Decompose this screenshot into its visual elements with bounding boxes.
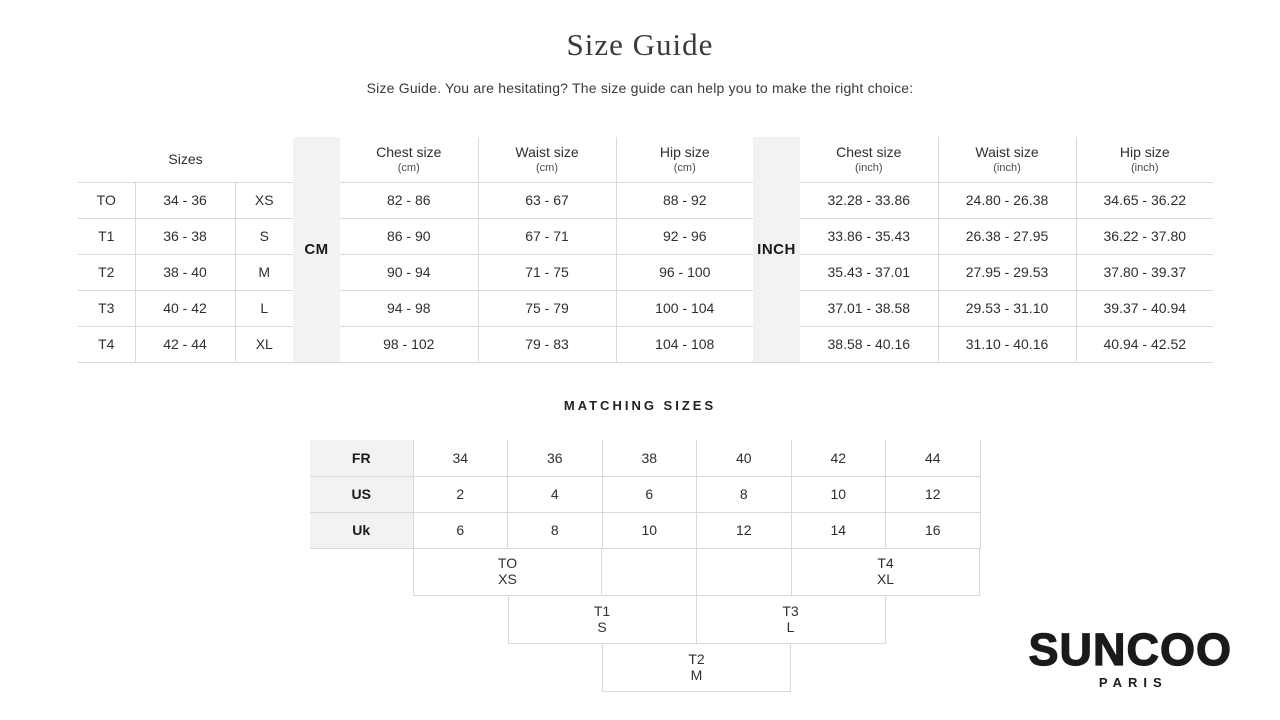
table-row	[78, 326, 1213, 362]
chest-cm-value: 82 - 86	[340, 182, 478, 218]
chest-inch-unit: (inch)	[855, 161, 883, 174]
mapping-row-2	[310, 596, 980, 644]
chest-inch-value: 37.01 - 38.58	[800, 290, 938, 326]
hip-cm-unit: (cm)	[673, 161, 696, 174]
table-row	[78, 182, 1213, 218]
uk-size: 10	[602, 512, 697, 548]
chest-cm-value: 94 - 98	[340, 290, 478, 326]
table-row	[78, 290, 1213, 326]
uk-size: 14	[791, 512, 886, 548]
hip-cm-value: 92 - 96	[616, 218, 753, 254]
size-code: T1	[78, 218, 135, 254]
uk-size: 16	[886, 512, 981, 548]
brand-city: PARIS	[1098, 675, 1168, 690]
uk-size: 12	[697, 512, 792, 548]
span-box-t1-s	[508, 596, 697, 644]
waist-cm-value: 79 - 83	[478, 326, 616, 362]
fr-range: 36 - 38	[135, 218, 235, 254]
intl-size: L	[235, 290, 293, 326]
span-size: L	[786, 619, 795, 635]
us-size: 2	[413, 476, 508, 512]
us-size: 6	[602, 476, 697, 512]
hip-inch-value: 39.37 - 40.94	[1076, 290, 1213, 326]
fr-size: 36	[508, 440, 603, 476]
fr-range: 42 - 44	[135, 326, 235, 362]
waist-cm-header	[478, 137, 616, 182]
table-row	[78, 218, 1213, 254]
hip-cm-value: 104 - 108	[616, 326, 753, 362]
chest-inch-title: Chest size	[836, 143, 902, 160]
us-size: 10	[791, 476, 886, 512]
waist-inch-header	[938, 137, 1076, 182]
waist-inch-value: 27.95 - 29.53	[938, 254, 1076, 290]
empty-cell-40	[697, 548, 792, 596]
span-code: T1	[593, 603, 611, 619]
waist-inch-title: Waist size	[975, 143, 1039, 160]
page-title: Size Guide	[566, 27, 714, 62]
us-row-label: US	[310, 476, 413, 512]
span-box-t4-xl	[791, 548, 980, 596]
fr-range: 38 - 40	[135, 254, 235, 290]
uk-row-label: Uk	[310, 512, 413, 548]
chest-inch-value: 33.86 - 35.43	[800, 218, 938, 254]
span-code: TO	[497, 555, 518, 571]
hip-cm-value: 100 - 104	[616, 290, 753, 326]
fr-size: 42	[791, 440, 886, 476]
empty-cell-38	[602, 548, 697, 596]
waist-inch-value: 31.10 - 40.16	[938, 326, 1076, 362]
waist-cm-value: 63 - 67	[478, 182, 616, 218]
intl-size: S	[235, 218, 293, 254]
us-size: 4	[508, 476, 603, 512]
matching-sizes-table	[310, 440, 981, 549]
us-size: 12	[886, 476, 981, 512]
size-code: T4	[78, 326, 135, 362]
mapping-row-1	[310, 548, 980, 596]
hip-cm-value: 96 - 100	[616, 254, 753, 290]
waist-inch-value: 26.38 - 27.95	[938, 218, 1076, 254]
suncoo-logo	[1028, 626, 1232, 690]
waist-cm-unit: (cm)	[536, 161, 559, 174]
hip-inch-value: 36.22 - 37.80	[1076, 218, 1213, 254]
span-size: XL	[876, 571, 895, 587]
intl-size: M	[235, 254, 293, 290]
span-size: XS	[498, 571, 517, 587]
hip-inch-value: 34.65 - 36.22	[1076, 182, 1213, 218]
hip-inch-header	[1076, 137, 1213, 182]
chest-cm-value: 86 - 90	[340, 218, 478, 254]
span-box-t3-l	[697, 596, 886, 644]
hip-cm-title: Hip size	[659, 143, 710, 160]
waist-inch-value: 29.53 - 31.10	[938, 290, 1076, 326]
size-guide-table	[78, 137, 1213, 363]
intl-size: XL	[235, 326, 293, 362]
chest-inch-header	[800, 137, 938, 182]
table-row	[78, 254, 1213, 290]
waist-cm-value: 75 - 79	[478, 290, 616, 326]
fr-size: 40	[697, 440, 792, 476]
size-code: T2	[78, 254, 135, 290]
span-code: T4	[877, 555, 894, 571]
fr-range: 34 - 36	[135, 182, 235, 218]
mapping-row-3	[310, 644, 980, 692]
chest-inch-value: 32.28 - 33.86	[800, 182, 938, 218]
chest-cm-header	[340, 137, 478, 182]
span-box-to-xs	[413, 548, 602, 596]
chest-cm-value: 90 - 94	[340, 254, 478, 290]
matching-sizes-heading: MATCHING SIZES	[563, 398, 717, 413]
table-row	[310, 512, 980, 548]
sizes-column-header: Sizes	[78, 137, 293, 182]
size-code: TO	[78, 182, 135, 218]
waist-inch-unit: (inch)	[993, 161, 1021, 174]
inch-band-label: INCH	[753, 137, 800, 362]
waist-inch-value: 24.80 - 26.38	[938, 182, 1076, 218]
fr-size: 38	[602, 440, 697, 476]
uk-size: 6	[413, 512, 508, 548]
hip-inch-value: 37.80 - 39.37	[1076, 254, 1213, 290]
span-code: T2	[688, 651, 705, 667]
table-row	[310, 476, 980, 512]
hip-inch-value: 40.94 - 42.52	[1076, 326, 1213, 362]
cm-band-label: CM	[293, 137, 340, 362]
span-code: T3	[782, 603, 799, 619]
waist-cm-value: 71 - 75	[478, 254, 616, 290]
uk-size: 8	[508, 512, 603, 548]
span-size: M	[690, 667, 703, 683]
size-code: T3	[78, 290, 135, 326]
fr-size: 44	[886, 440, 981, 476]
waist-cm-title: Waist size	[515, 143, 579, 160]
chest-cm-value: 98 - 102	[340, 326, 478, 362]
intl-size: XS	[235, 182, 293, 218]
chest-inch-value: 35.43 - 37.01	[800, 254, 938, 290]
page-subtitle: Size Guide. You are hesitating? The size guide can help you to make the right choice:	[366, 80, 914, 96]
span-box-t2-m	[602, 644, 791, 692]
fr-row-label: FR	[310, 440, 413, 476]
hip-inch-unit: (inch)	[1131, 161, 1159, 174]
fr-size: 34	[413, 440, 508, 476]
hip-inch-title: Hip size	[1119, 143, 1170, 160]
chest-cm-title: Chest size	[376, 143, 442, 160]
size-mapping-diagram	[310, 548, 980, 692]
table-row	[310, 440, 980, 476]
us-size: 8	[697, 476, 792, 512]
chest-cm-unit: (cm)	[397, 161, 420, 174]
brand-name: SUNCOO	[1028, 624, 1232, 675]
hip-cm-header	[616, 137, 753, 182]
fr-range: 40 - 42	[135, 290, 235, 326]
chest-inch-value: 38.58 - 40.16	[800, 326, 938, 362]
waist-cm-value: 67 - 71	[478, 218, 616, 254]
span-size: S	[597, 619, 607, 635]
hip-cm-value: 88 - 92	[616, 182, 753, 218]
